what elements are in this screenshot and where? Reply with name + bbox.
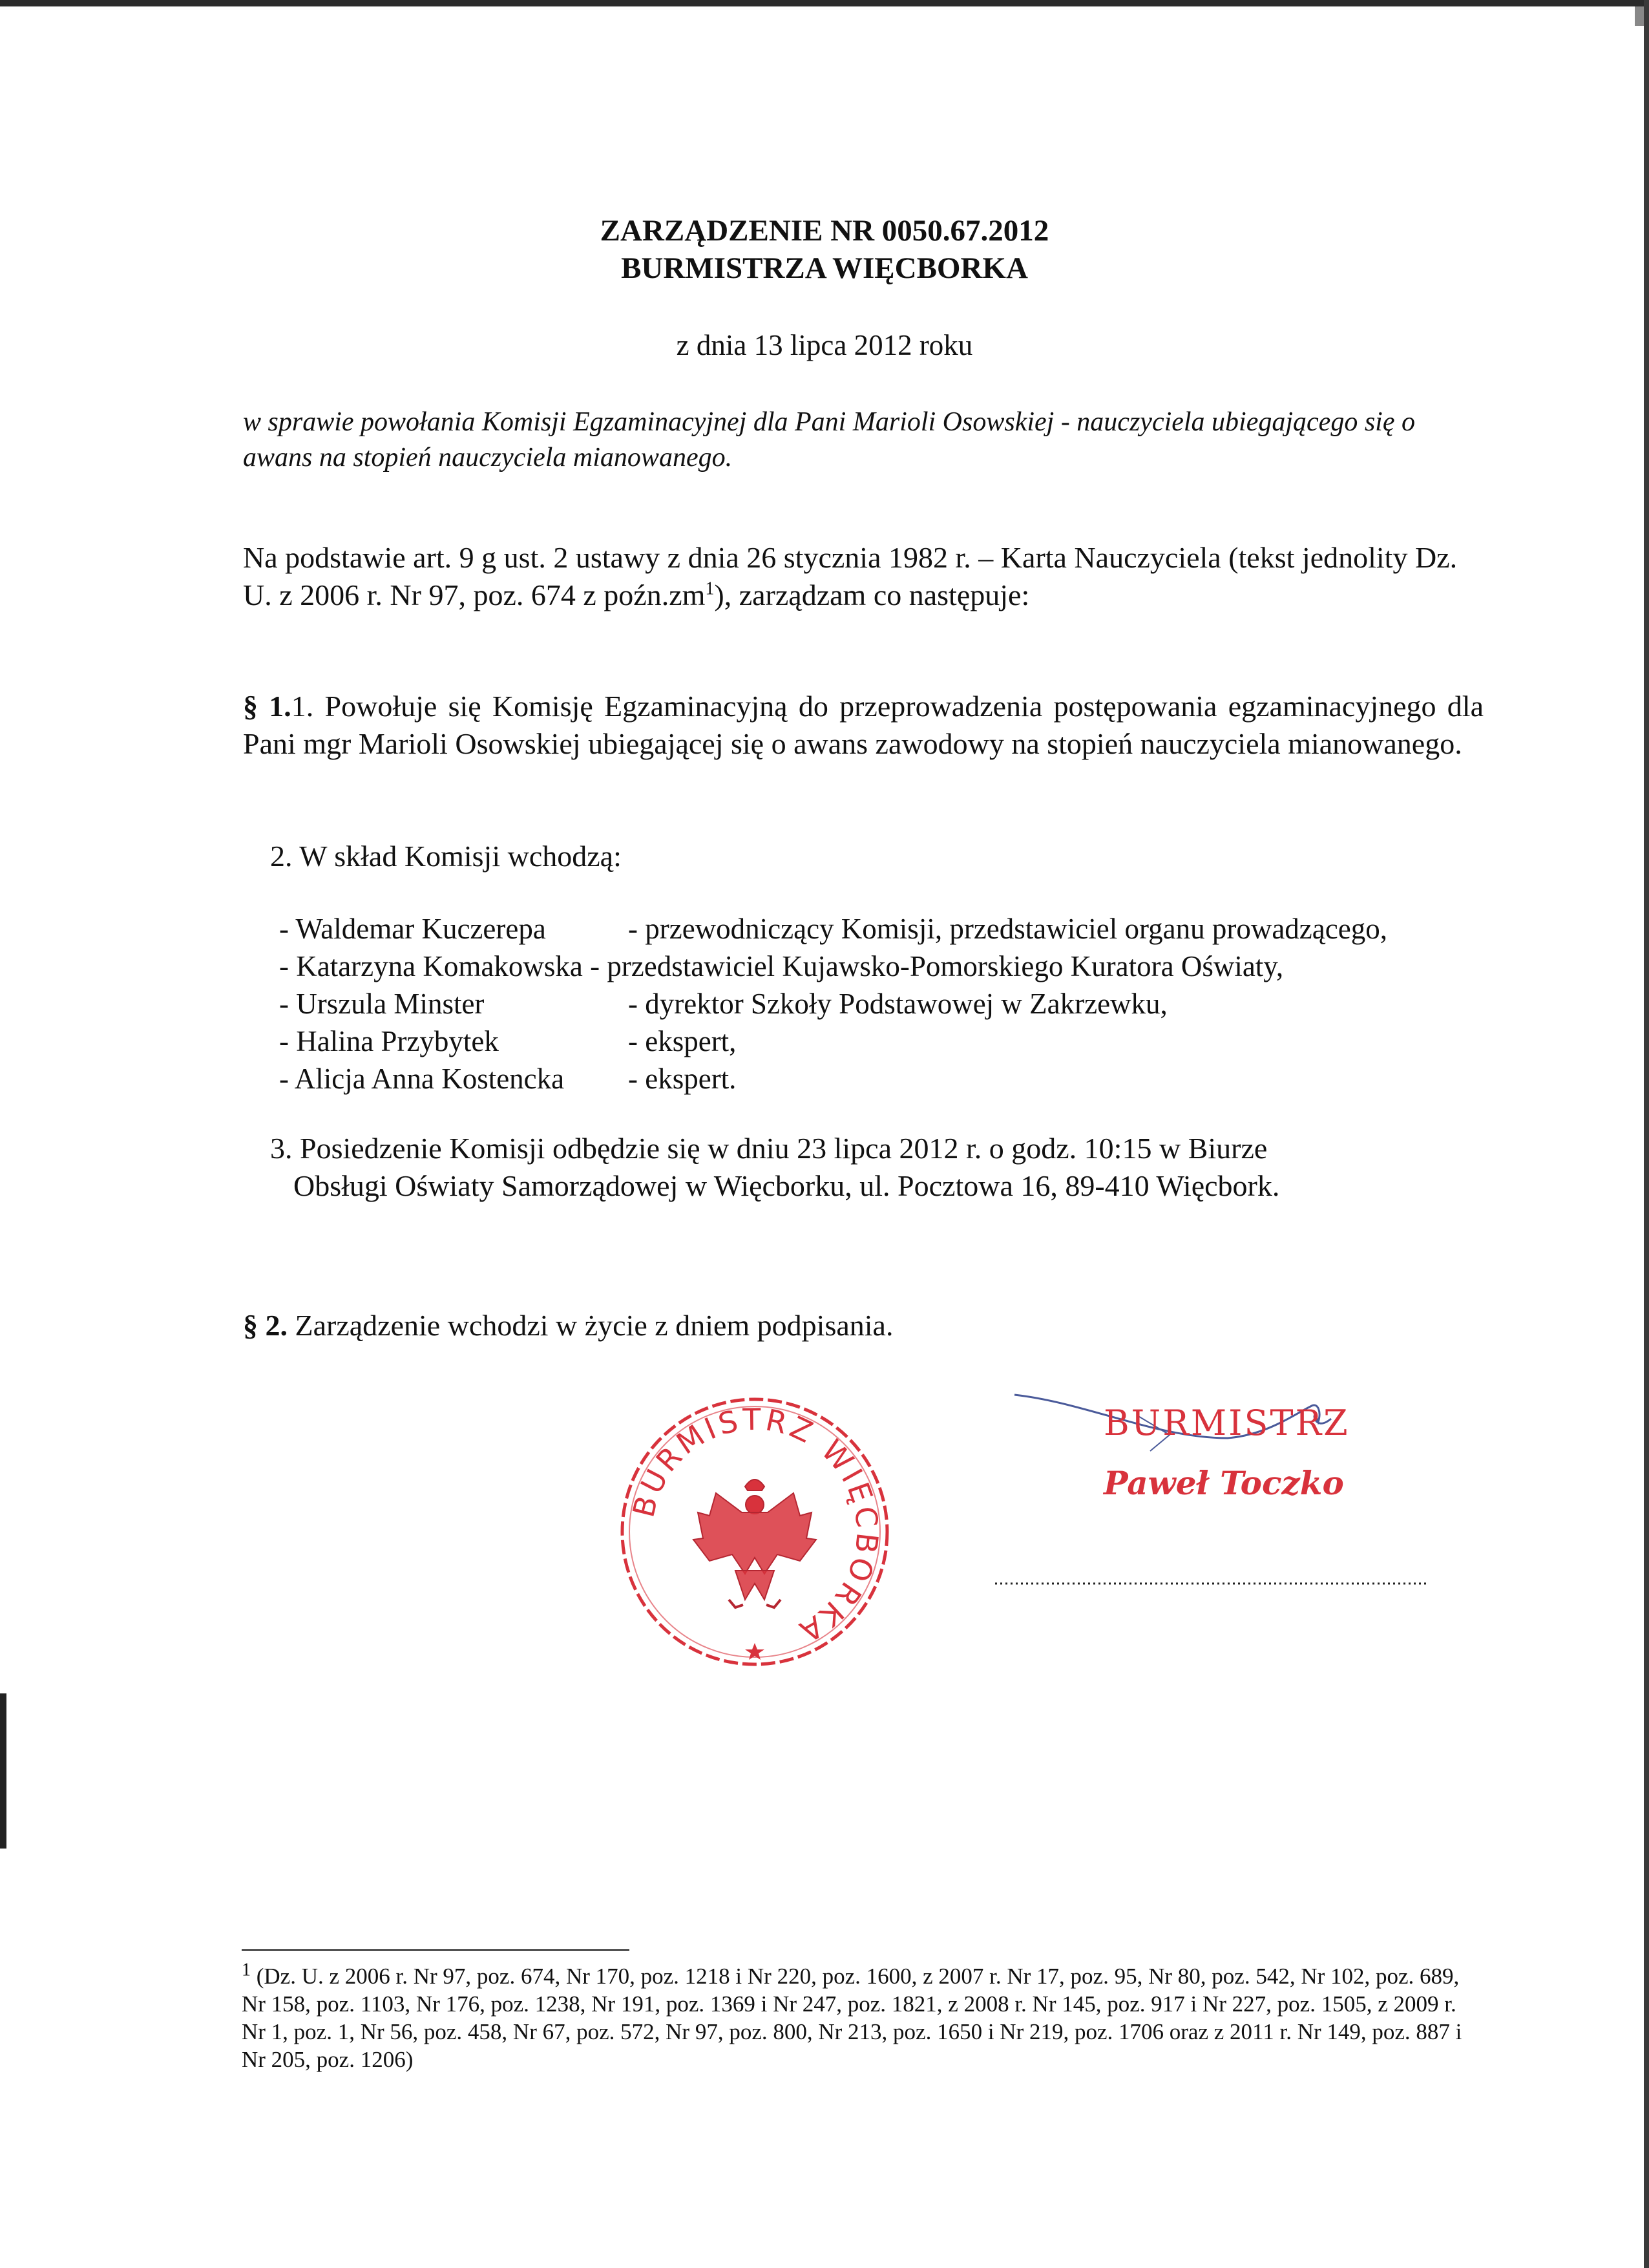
ordinance-number: ZARZĄDZENIE NR 0050.67.2012 <box>600 214 1049 248</box>
member-row <box>279 1060 1387 1097</box>
member-name: - Alicja Anna Kostencka <box>279 1063 565 1095</box>
member-role: - ekspert, <box>628 1025 737 1057</box>
point-1-text: Powołuje się Komisję Egzaminacyjną do przeprowadzenia postępowania egzaminacyjnego dla Pani mgr Marioli Osowskiej ubiegającej się o awans zawodowy na stopień nauczyciela mianowanego. <box>243 690 1484 760</box>
legal-basis <box>243 539 1484 614</box>
signature-stamp <box>1008 1383 1409 1512</box>
paragraph-2-text: Zarządzenie wchodzi w życie z dniem podpisania. <box>288 1309 894 1342</box>
point-3 <box>270 1130 1485 1205</box>
stamp-name: Paweł Toczko <box>1104 1464 1344 1502</box>
paragraph-1-sign: § 1. <box>243 690 291 723</box>
eagle-emblem-icon <box>693 1479 816 1607</box>
scan-edge-mark <box>0 1693 6 1849</box>
footnote <box>242 1962 1469 2073</box>
footnote-reference: 1 <box>705 578 715 599</box>
subject-text: w sprawie powołania Komisji Egzaminacyjnej dla Pani Marioli Osowskiej - nauczyciela ubiegającego się o awans na stopień nauczyciela mianowanego. <box>243 407 1415 472</box>
point-3-line-2: Obsługi Oświaty Samorządowej w Więcborku, ul. Pocztowa 16, 89-410 Więcbork. <box>293 1169 1280 1202</box>
member-row <box>279 985 1387 1023</box>
scan-corner-mark <box>1635 6 1644 26</box>
ordinance-date: z dnia 13 lipca 2012 roku <box>676 329 973 361</box>
signature-dotted-line <box>995 1577 1428 1590</box>
issuer-title: BURMISTRZA WIĘCBORKA <box>621 251 1028 285</box>
committee-members-list <box>279 910 1387 1097</box>
point-2-heading: 2. W skład Komisji wchodzą: <box>270 840 622 873</box>
member-name: - Waldemar Kuczerepa <box>279 913 546 945</box>
paragraph-1 <box>243 688 1484 763</box>
legal-basis-text: Na podstawie art. 9 g ust. 2 ustawy z dnia 26 stycznia 1982 r. – Karta Nauczyciela (tekst jednolity Dz. U. z 2006 r. Nr 97, poz. 674 z poźn.zm <box>243 541 1458 611</box>
stamp-title: BURMISTRZ <box>1104 1403 1350 1443</box>
official-seal-stamp <box>613 1390 897 1674</box>
member-role: - przedstawiciel Kujawsko-Pomorskiego Kuratora Oświaty, <box>590 950 1284 982</box>
scan-border-top <box>0 0 1649 6</box>
member-row <box>279 910 1387 948</box>
paragraph-2 <box>243 1308 893 1342</box>
footnote-separator <box>242 1949 629 1951</box>
footnote-number: 1 <box>242 1960 251 1980</box>
paragraph-2-sign: § 2. <box>243 1309 288 1342</box>
member-role: - przewodniczący Komisji, przedstawiciel organu prowadzącego, <box>628 913 1387 945</box>
footnote-text: (Dz. U. z 2006 r. Nr 97, poz. 674, Nr 170, poz. 1218 i Nr 220, poz. 1600, z 2007 r. Nr 17, poz. 95, Nr 80, poz. 542, Nr 102, poz. 689, Nr 158, poz. 1103, Nr 176, poz. 1238, Nr 191, poz. 1369 i Nr 247, poz. 1821, z 2008 r. Nr 145, poz. 917 i Nr 227, poz. 1505, z 2009 r. Nr 1, poz. 1, Nr 56, poz. 458, Nr 67, poz. 572, Nr 97, poz. 800, Nr 213, poz. 1650 i Nr 219, poz. 1706 oraz z 2011 r. Nr 149, poz. 887 i Nr 205, poz. 1206) <box>242 1964 1462 2072</box>
seal-text: BURMISTRZ WIĘCBORKA <box>625 1401 885 1651</box>
member-name: - Urszula Minster <box>279 988 485 1020</box>
member-role: - ekspert. <box>628 1063 737 1095</box>
member-name: - Katarzyna Komakowska <box>279 950 583 982</box>
point-3-line-1: 3. Posiedzenie Komisji odbędzie się w dniu 23 lipca 2012 r. o godz. 10:15 w Biurze <box>270 1132 1268 1165</box>
member-row <box>279 948 1387 985</box>
member-name: - Halina Przybytek <box>279 1025 499 1057</box>
member-role: - dyrektor Szkoły Podstawowej w Zakrzewku, <box>628 988 1168 1020</box>
legal-basis-text-end: ), zarządzam co następuje: <box>714 578 1030 611</box>
point-1-number: 1. <box>291 690 314 723</box>
member-row <box>279 1023 1387 1060</box>
